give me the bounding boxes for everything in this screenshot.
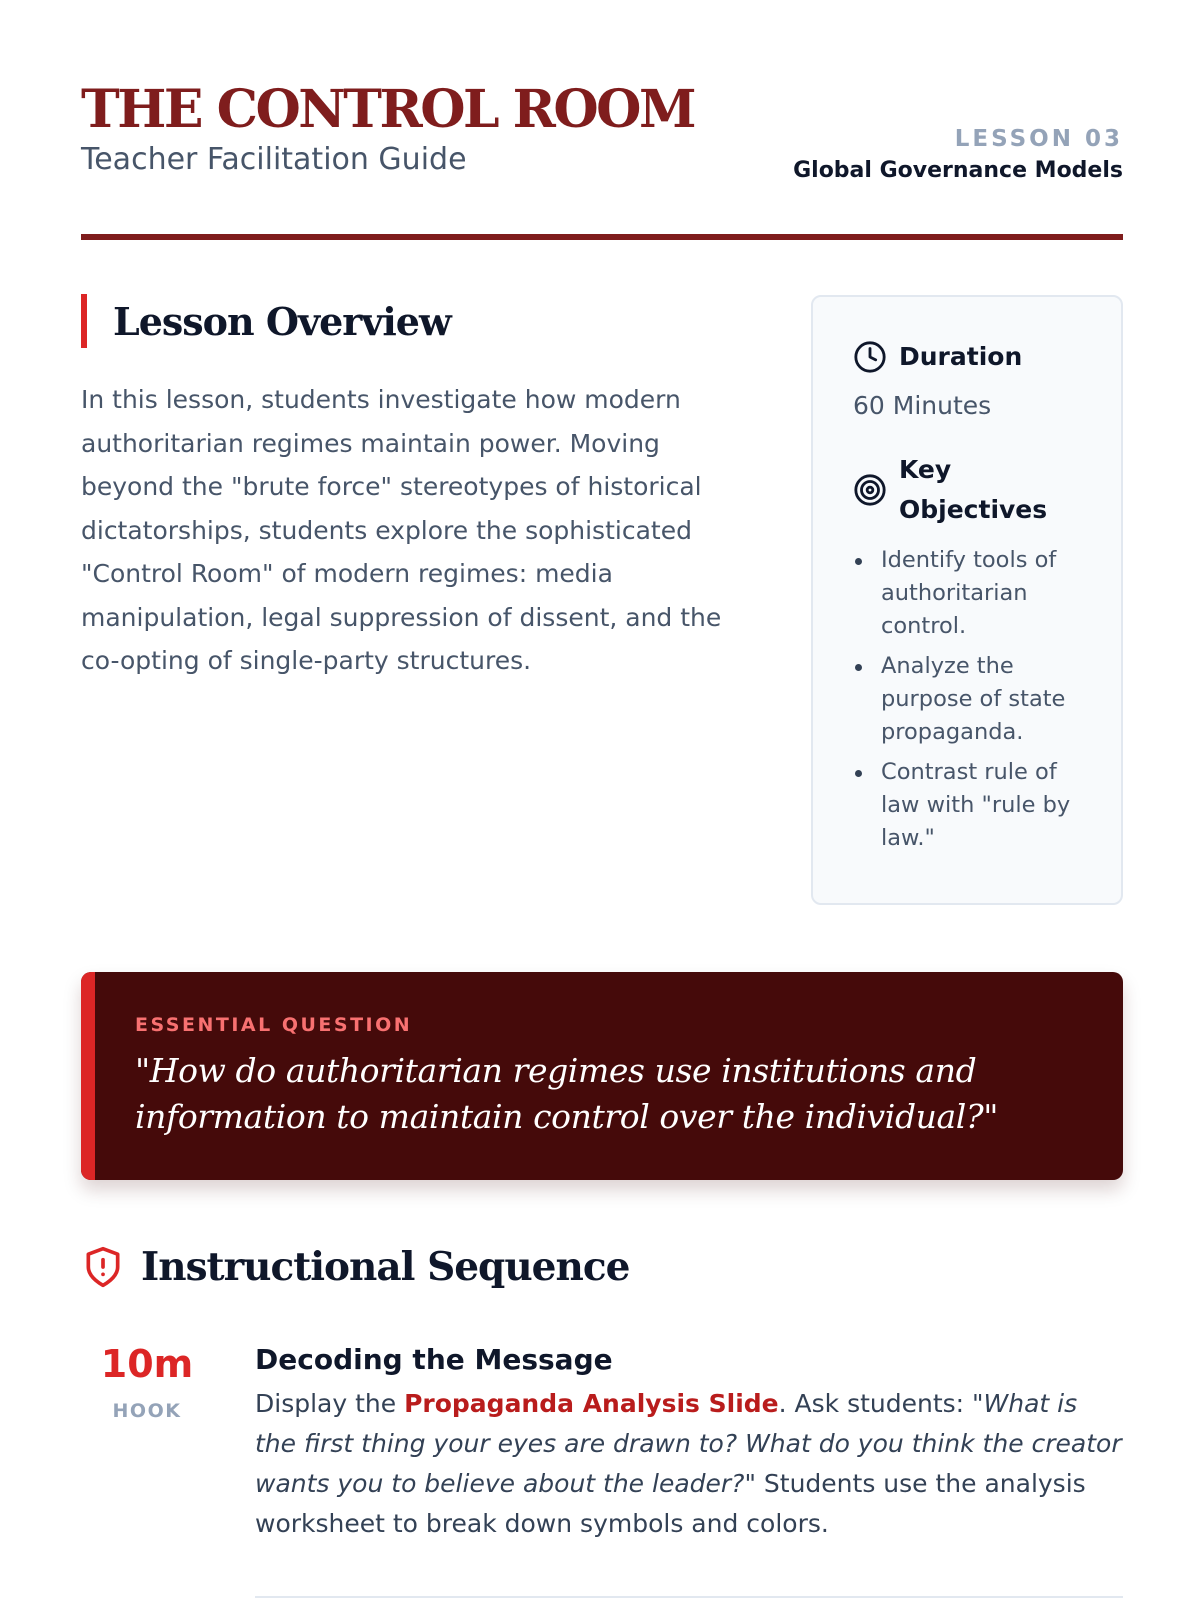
step-title: Decoding the Message [255,1343,613,1376]
objectives-label: Key Objectives [899,455,1048,524]
step-body [255,1340,1123,1544]
page-title: THE CONTROL ROOM [81,79,695,140]
clock-icon [853,340,887,374]
step-text-after: Students use the analysis worksheet to break down symbols and colors. [255,1469,1086,1538]
objectives-heading [853,450,1083,530]
step-duration: 10m [100,1342,194,1386]
duration-heading [853,337,1083,377]
header-divider [81,234,1123,240]
step-quote: "What is the first thing your eyes are drawn to? What do you think the creator wants you to believe about the leader?" [255,1389,1122,1498]
lesson-name: Global Governance Models [793,158,1123,183]
overview-heading-row [81,294,731,348]
duration-value: 60 Minutes [853,391,992,420]
sequence-heading-row [81,1244,629,1290]
objective-item: Analyze the purpose of state propaganda. [853,650,1083,749]
objective-item: Identify tools of authoritarian control. [853,544,1083,643]
objectives-list [853,544,1083,855]
overview-heading: Lesson Overview [113,298,451,344]
step-text-mid: . Ask students: [778,1389,973,1418]
step-time [81,1340,213,1422]
page-subtitle: Teacher Facilitation Guide [81,142,467,177]
step-description [255,1384,1123,1544]
step-divider [255,1596,1123,1598]
shield-alert-icon [81,1245,125,1289]
lesson-number: LESSON 03 [954,126,1123,152]
page-header [81,80,1123,244]
lesson-info-card [811,295,1123,905]
essential-question-panel [81,972,1123,1180]
accent-bar [81,294,87,348]
essential-question-text: "How do authoritarian regimes use institutions and information to maintain control over the individual?" [135,1051,999,1136]
essential-question-label: ESSENTIAL QUESTION [135,1014,413,1036]
objective-item: Contrast rule of law with "rule by law." [853,756,1083,855]
lesson-meta [793,126,1123,183]
step-text-before: Display the [255,1389,405,1418]
sequence-heading: Instructional Sequence [141,1244,630,1290]
target-icon [853,473,887,507]
step-tag: HOOK [112,1400,182,1422]
overview-text: In this lesson, students investigate how modern authoritarian regimes maintain power. Moving beyond the "brute force" stereotypes of historical dictatorships, students explore the sophisticated "Control Room" of modern regimes: media manipulation, legal suppression of dissent, and the co-opting of single-party structures. [81,385,722,675]
lesson-overview [81,294,731,683]
essential-question-accent [81,972,95,1180]
duration-label: Duration [899,342,1023,371]
propaganda-slide-reference: Propaganda Analysis Slide [404,1389,779,1418]
